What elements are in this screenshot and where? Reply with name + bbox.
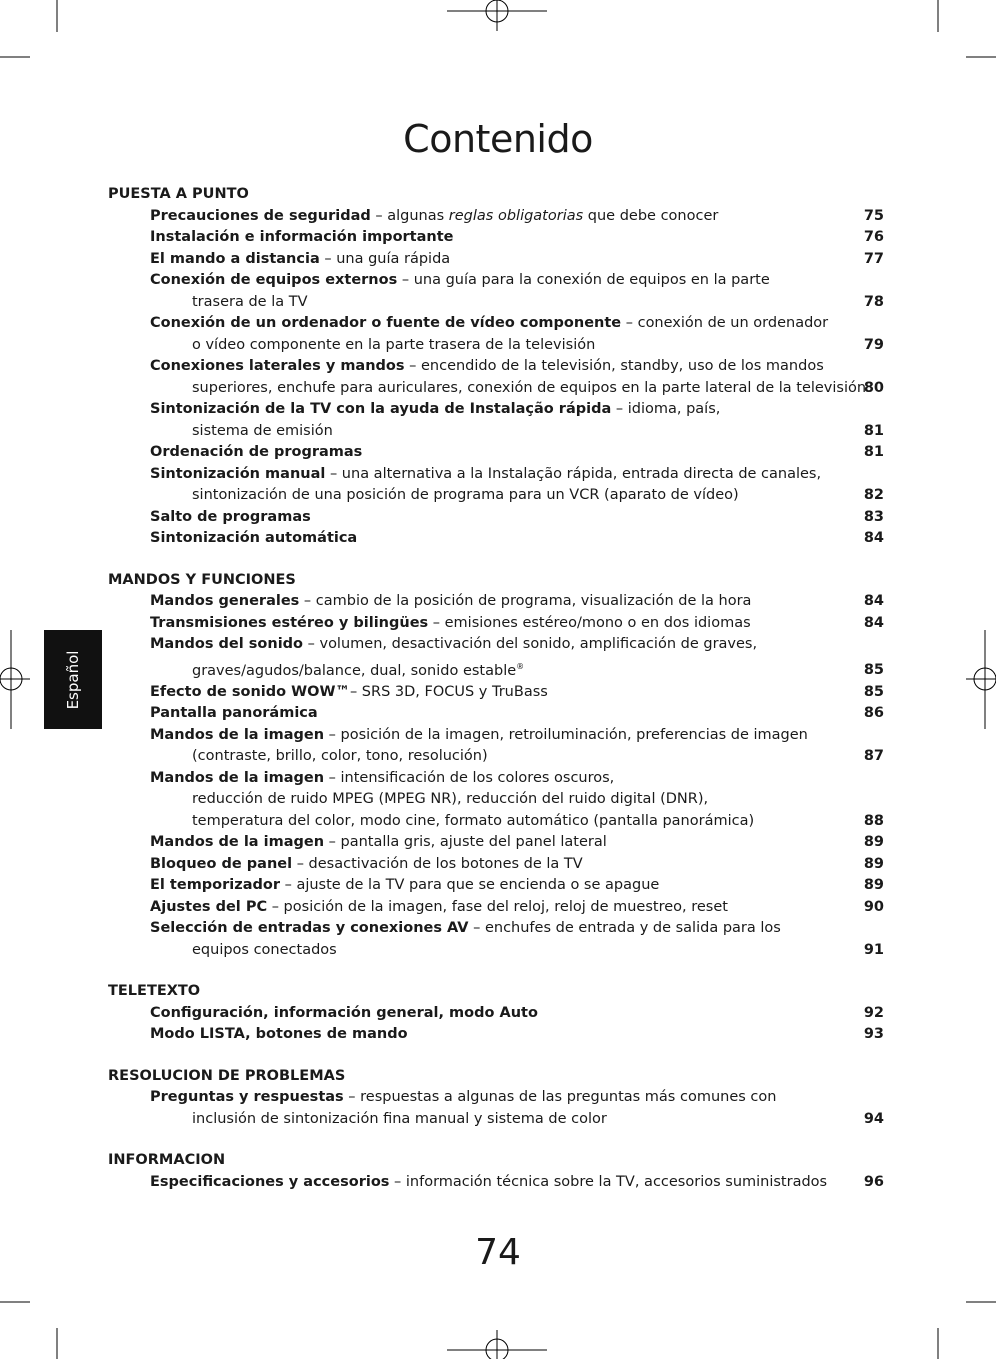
page-number: 74 [475, 1232, 521, 1273]
entry-page-number: 92 [863, 1004, 884, 1021]
entry-title: Mandos de la imagen [150, 769, 325, 786]
entry-first-line [150, 682, 844, 704]
entry-title: El mando a distancia [150, 250, 320, 267]
entry-title: Configuración, información general, modo Auto [150, 1004, 538, 1021]
entry-page-number: 90 [863, 898, 884, 915]
entry-description: – ajuste de la TV para que se encienda o se apague [279, 877, 660, 894]
entry-first-line [150, 591, 844, 613]
entry-continuation [150, 789, 844, 811]
toc-entry [108, 528, 884, 550]
entry-page-number: 85 [863, 683, 884, 700]
toc-entry [108, 875, 884, 897]
entry-description: – información técnica sobre la TV, accesorios suministrados [389, 1173, 828, 1190]
toc-entry [108, 356, 884, 399]
entry-continuation [150, 421, 844, 443]
toc-entry [108, 227, 884, 249]
entry-description-italic: reglas obligatorias [448, 207, 584, 224]
entry-description: – pantalla gris, ajuste del panel lateral [324, 834, 607, 851]
entry-title: Precauciones de seguridad [150, 207, 371, 224]
entry-first-line [150, 507, 844, 529]
entry-page-number: 93 [863, 1026, 884, 1043]
entry-description: – enchufes de entrada y de salida para los [468, 920, 781, 937]
entry-title: Sintonización de la TV con la ayuda de Instalação rápida [150, 401, 612, 417]
toc-entry [108, 832, 884, 854]
toc-entry [108, 442, 884, 464]
toc-entry [108, 897, 884, 919]
entry-first-line [150, 634, 844, 656]
entry-title: Mandos de la imagen [150, 834, 325, 851]
entry-title: Selección de entradas y conexiones AV [150, 920, 469, 937]
entry-continuation-text: graves/agudos/balance, dual, sonido estable [192, 662, 517, 679]
registered-mark: ® [516, 661, 525, 671]
entry-page-number: 77 [863, 250, 884, 267]
toc-entry [108, 682, 884, 704]
entry-first-line [150, 725, 844, 747]
entry-first-line [150, 1024, 844, 1046]
entry-description: – algunas [370, 207, 449, 224]
page-title: Contenido [403, 117, 593, 162]
language-tab-label: Español [64, 650, 82, 709]
entry-page-number: 81 [863, 422, 884, 439]
toc-section [108, 184, 884, 550]
entry-first-line [150, 613, 844, 635]
toc-entry [108, 591, 884, 613]
entry-continuation [150, 940, 844, 962]
entry-page-number: 91 [863, 941, 884, 958]
entry-title: Preguntas y respuestas [150, 1089, 344, 1106]
entry-continuation-text: temperatura del color, modo cine, formato automático (pantalla panorámica) [192, 812, 755, 829]
toc-entry [108, 464, 884, 507]
entry-title: Efecto de sonido WOW™ [150, 683, 350, 700]
toc-entry [108, 1087, 884, 1130]
entry-first-line [150, 249, 844, 271]
entry-first-line [150, 270, 844, 292]
entry-first-line [150, 703, 844, 725]
entry-continuation [150, 292, 844, 314]
entry-continuation [150, 656, 844, 682]
entry-title: Mandos generales [150, 593, 300, 609]
entry-page-number: 85 [863, 662, 884, 679]
entry-first-line [150, 832, 844, 854]
entry-first-line [150, 464, 844, 486]
entry-continuation-text: inclusión de sintonización fina manual y sistema de color [192, 1110, 607, 1127]
entry-continuation [150, 746, 844, 768]
entry-first-line [150, 356, 844, 378]
toc-entry [108, 206, 884, 228]
entry-title: Mandos de la imagen [150, 726, 325, 743]
entry-title: Conexión de equipos externos [150, 272, 398, 288]
toc-entry [108, 768, 884, 833]
toc-entry [108, 854, 884, 876]
toc-entry [108, 725, 884, 768]
section-heading: RESOLUCION DE PROBLEMAS [108, 1067, 346, 1084]
entry-title: Instalación e información importante [150, 229, 454, 245]
entry-continuation-text: sintonización de una posición de programa para un VCR (aparato de vídeo) [192, 487, 739, 503]
entry-continuation-text: trasera de la TV [192, 293, 308, 310]
entry-title: Salto de programas [150, 508, 311, 525]
section-heading: INFORMACION [108, 1152, 226, 1169]
entry-page-number: 89 [863, 877, 884, 894]
toc-entry [108, 703, 884, 725]
entry-page-number: 82 [863, 487, 884, 503]
entry-first-line [150, 1003, 844, 1025]
entry-title: Transmisiones estéreo y bilingües [150, 614, 429, 631]
toc-entry [108, 313, 884, 356]
entry-continuation-text: equipos conectados [192, 941, 337, 958]
entry-page-number: 79 [863, 336, 884, 353]
toc-section [108, 570, 884, 962]
entry-first-line [150, 1172, 844, 1194]
entry-description: – emisiones estéreo/mono o en dos idiomas [428, 614, 751, 631]
entry-page-number: 76 [863, 229, 884, 245]
entry-description: – encendido de la televisión, standby, uso de los mandos [404, 358, 824, 374]
toc-section [108, 1150, 884, 1193]
entry-description: – una guía rápida [319, 250, 451, 267]
entry-page-number: 89 [863, 834, 884, 851]
toc-entry [108, 634, 884, 682]
entry-first-line [150, 528, 844, 550]
entry-description: – conexión de un ordenador [621, 315, 829, 331]
entry-continuation [150, 811, 844, 833]
toc-entry [108, 270, 884, 313]
entry-first-line [150, 897, 844, 919]
entry-page-number: 78 [863, 293, 884, 310]
entry-title: Conexiones laterales y mandos [150, 358, 405, 374]
toc-section [108, 1066, 884, 1131]
section-heading: PUESTA A PUNTO [108, 186, 249, 202]
entry-first-line [150, 206, 844, 228]
entry-first-line [150, 854, 844, 876]
entry-page-number: 75 [863, 207, 884, 224]
language-tab [44, 630, 102, 729]
entry-first-line [150, 875, 844, 897]
entry-first-line [150, 227, 844, 249]
entry-title: Bloqueo de panel [150, 855, 293, 872]
toc-entry [108, 918, 884, 961]
section-heading: TELETEXTO [108, 983, 201, 1000]
entry-continuation-text: o vídeo componente en la parte trasera de la televisión [192, 336, 596, 353]
entry-title: Especificaciones y accesorios [150, 1173, 390, 1190]
entry-first-line [150, 768, 844, 790]
entry-continuation-text: superiores, enchufe para auriculares, conexión de equipos en la parte lateral de la televisión [192, 379, 867, 396]
entry-page-number: 89 [863, 855, 884, 872]
entry-page-number: 88 [863, 812, 884, 829]
entry-description: – idioma, país, [611, 401, 721, 417]
entry-description: – cambio de la posición de programa, visualización de la hora [299, 593, 752, 609]
entry-page-number: 80 [863, 379, 884, 396]
entry-continuation-text: sistema de emisión [192, 422, 333, 439]
entry-title: Sintonización automática [150, 530, 358, 546]
entry-first-line [150, 313, 844, 335]
table-of-contents [108, 184, 884, 1213]
entry-title: Mandos del sonido [150, 636, 304, 652]
entry-description: – una alternativa a la Instalação rápida, entrada directa de canales, [325, 465, 822, 482]
entry-continuation-text: (contraste, brillo, color, tono, resolución) [192, 748, 488, 765]
entry-page-number: 84 [863, 614, 884, 631]
entry-page-number: 96 [863, 1173, 884, 1190]
entry-first-line [150, 1087, 844, 1109]
entry-continuation [150, 485, 844, 507]
entry-page-number: 87 [863, 748, 884, 765]
entry-description: – desactivación de los botones de la TV [292, 855, 583, 872]
entry-first-line [150, 918, 844, 940]
entry-page-number: 84 [863, 530, 884, 546]
toc-entry [108, 1003, 884, 1025]
entry-title: Sintonización manual [150, 465, 326, 482]
entry-title: Conexión de un ordenador o fuente de vídeo componente [150, 315, 622, 331]
entry-first-line [150, 399, 844, 421]
entry-description: – posición de la imagen, fase del reloj, reloj de muestreo, reset [267, 898, 728, 915]
toc-entry [108, 249, 884, 271]
entry-continuation [150, 378, 867, 400]
entry-title: El temporizador [150, 877, 280, 894]
entry-title: Modo LISTA, botones de mando [150, 1026, 408, 1043]
entry-description: – intensificación de los colores oscuros, [324, 769, 615, 786]
entry-description: – una guía para la conexión de equipos en la parte [397, 272, 770, 288]
toc-entry [108, 1024, 884, 1046]
entry-page-number: 83 [863, 508, 884, 525]
toc-entry [108, 507, 884, 529]
section-heading: MANDOS Y FUNCIONES [108, 571, 296, 588]
entry-continuation [150, 1109, 844, 1131]
entry-page-number: 81 [863, 444, 884, 460]
entry-first-line [150, 442, 844, 464]
toc-entry [108, 613, 884, 635]
entry-continuation-text: reducción de ruido MPEG (MPEG NR), reducción del ruido digital (DNR), [192, 791, 709, 808]
toc-entry [108, 1172, 884, 1194]
entry-continuation [150, 335, 844, 357]
toc-section [108, 981, 884, 1046]
entry-description: – volumen, desactivación del sonido, amplificación de graves, [303, 636, 758, 652]
entry-page-number: 84 [863, 593, 884, 609]
toc-entry [108, 399, 884, 442]
entry-description: – respuestas a algunas de las preguntas más comunes con [343, 1089, 777, 1106]
entry-page-number: 94 [863, 1110, 884, 1127]
entry-description: – SRS 3D, FOCUS y TruBass [349, 683, 548, 700]
entry-title: Pantalla panorámica [150, 705, 318, 722]
entry-description: – posición de la imagen, retroiluminación, preferencias de imagen [324, 726, 808, 743]
entry-page-number: 86 [863, 705, 884, 722]
entry-description: que debe conocer [583, 207, 719, 224]
entry-title: Ordenación de programas [150, 444, 363, 460]
entry-title: Ajustes del PC [150, 898, 268, 915]
